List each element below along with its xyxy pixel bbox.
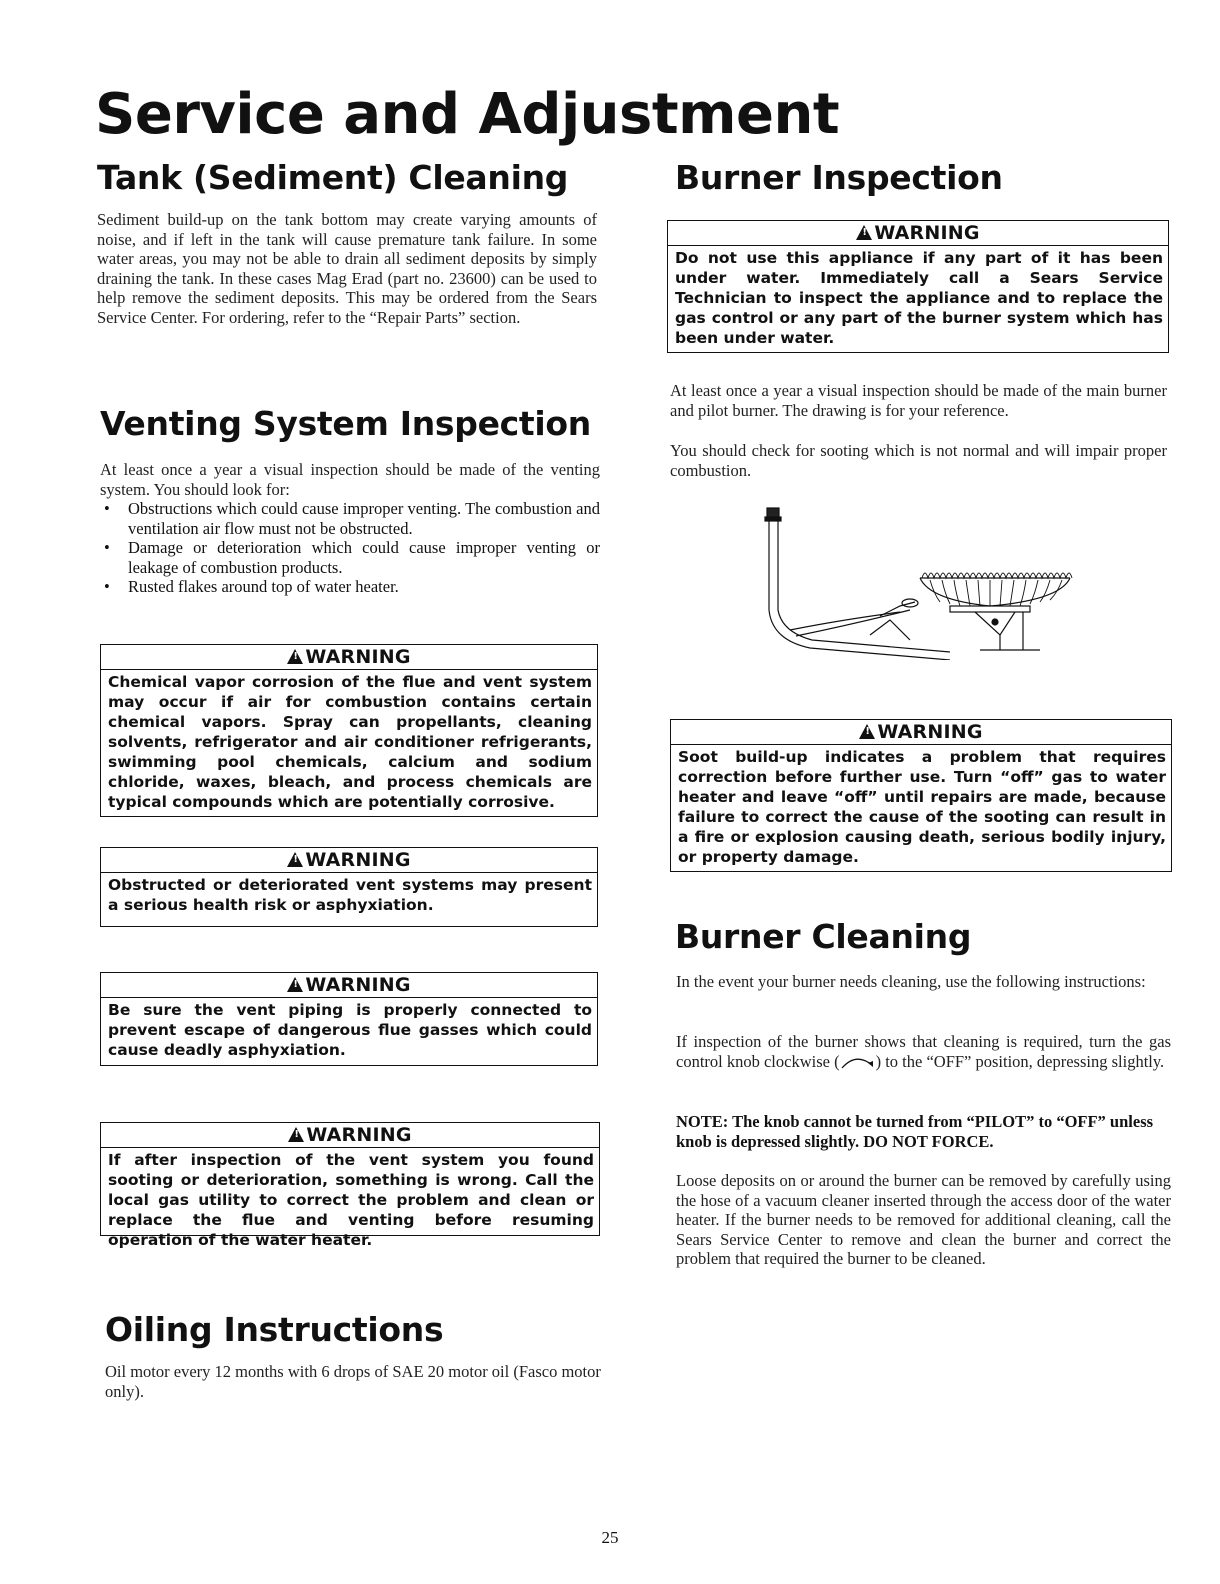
page-number: 25: [601, 1528, 619, 1547]
warning-text: Do not use this appliance if any part of it has been under water. Immediately call a Sears Service Technician to inspect the appliance and to replace the gas control or any part of the burner system which has been under water.: [675, 249, 1163, 347]
venting-checklist: [100, 499, 600, 597]
venting-check-item: • Damage or deterioration which could cause improper venting or leakage of combustion products.: [100, 538, 600, 577]
burner-sooting-text: You should check for sooting which is not normal and will impair proper combustion.: [670, 441, 1167, 480]
venting-intro: At least once a year a visual inspection should be made of the venting system. You should look for:: [100, 460, 600, 499]
oiling-instructions-text: Oil motor every 12 months with 6 drops of SAE 20 motor oil (Fasco motor only).: [105, 1362, 601, 1401]
warning-box-chemical-vapor: [100, 644, 598, 817]
burner-cleaning-note: NOTE: The knob cannot be turned from “PILOT” to “OFF” unless knob is depressed slightly. DO NOT FORCE.: [676, 1112, 1154, 1151]
burner-assembly-diagram: [750, 500, 1110, 660]
warning-header: !WARNING: [668, 221, 1168, 246]
page-title: Service and Adjustment: [95, 82, 840, 147]
clockwise-arrow-icon: [840, 1055, 876, 1069]
warning-box-under-water: [667, 220, 1169, 353]
oiling-instructions-heading: Oiling Instructions: [105, 1310, 444, 1349]
tank-cleaning-heading: Tank (Sediment) Cleaning: [97, 158, 569, 197]
venting-inspection-section: [100, 460, 600, 597]
warning-triangle-icon: [287, 977, 303, 992]
warning-triangle-icon: [287, 852, 303, 867]
tank-cleaning-text: Sediment build-up on the tank bottom may create varying amounts of noise, and if left in the tank will cause premature tank failure. In some water areas, you may not be able to drain all sediment deposits by simply draining the tank. In these cases Mag Erad (part no. 23600) can be used to help remove the sediment deposits. This may be ordered from the Sears Service Center. For ordering, refer to the “Repair Parts” section.: [97, 210, 597, 327]
warning-header: !WARNING: [101, 848, 597, 873]
warning-text: Soot build-up indicates a problem that requires correction before further use. Turn “off” gas to water heater and leave “off” until repairs are made, because failure to correct the cause of the sooting can result in a fire or explosion causing death, serious bodily injury, or property damage.: [678, 748, 1166, 866]
warning-triangle-icon: [856, 225, 872, 240]
warning-header: !WARNING: [671, 720, 1171, 745]
warning-box-obstructed-vent: [100, 847, 598, 927]
warning-box-sooting: [100, 1122, 600, 1249]
burner-inspection-heading: Burner Inspection: [675, 158, 1003, 197]
warning-box-soot-buildup: [670, 719, 1172, 872]
burner-cleaning-knob-text: If inspection of the burner shows that cleaning is required, turn the gas control knob clockwise ( ) to the “OFF” position, depressing slightly.: [676, 1032, 1171, 1071]
warning-text: Be sure the vent piping is properly connected to prevent escape of dangerous flue gasses which could cause deadly asphyxiation.: [108, 1001, 592, 1059]
warning-text: If after inspection of the vent system you found sooting or deterioration, something is wrong. Call the local gas utility to correct the problem and clean or replace the flue and venting before resuming operation of the water heater.: [108, 1151, 594, 1249]
warning-text: Obstructed or deteriorated vent systems may present a serious health risk or asphyxiation.: [108, 876, 592, 914]
burner-cleaning-intro: In the event your burner needs cleaning, use the following instructions:: [676, 972, 1146, 991]
warning-triangle-icon: [288, 1127, 304, 1142]
burner-inspection-text: At least once a year a visual inspection should be made of the main burner and pilot burner. The drawing is for your reference.: [670, 381, 1167, 420]
warning-triangle-icon: [859, 724, 875, 739]
venting-check-item: • Obstructions which could cause improper venting. The combustion and ventilation air flow must not be obstructed.: [100, 499, 600, 538]
warning-header: !WARNING: [101, 645, 597, 670]
venting-check-item: • Rusted flakes around top of water heater.: [100, 577, 600, 597]
warning-header: !WARNING: [101, 1123, 599, 1148]
warning-triangle-icon: [287, 649, 303, 664]
burner-cleaning-heading: Burner Cleaning: [675, 917, 972, 956]
burner-cleaning-text: Loose deposits on or around the burner can be removed by carefully using the hose of a vacuum cleaner inserted through the access door of the water heater. If the burner needs to be removed for additional cleaning, call the Sears Service Center to remove and clean the burner and correct the problem that required the burner to be cleaned.: [676, 1171, 1171, 1268]
warning-box-vent-piping: [100, 972, 598, 1066]
warning-header: !WARNING: [101, 973, 597, 998]
venting-inspection-heading: Venting System Inspection: [100, 404, 591, 443]
warning-text: Chemical vapor corrosion of the flue and vent system may occur if air for combustion contains certain chemical vapors. Spray can propellants, cleaning solvents, refrigerator and air conditioner refrigerants, swimming pool chemicals, calcium and sodium chloride, waxes, bleach, and process chemicals are typical compounds which are potentially corrosive.: [108, 673, 592, 811]
